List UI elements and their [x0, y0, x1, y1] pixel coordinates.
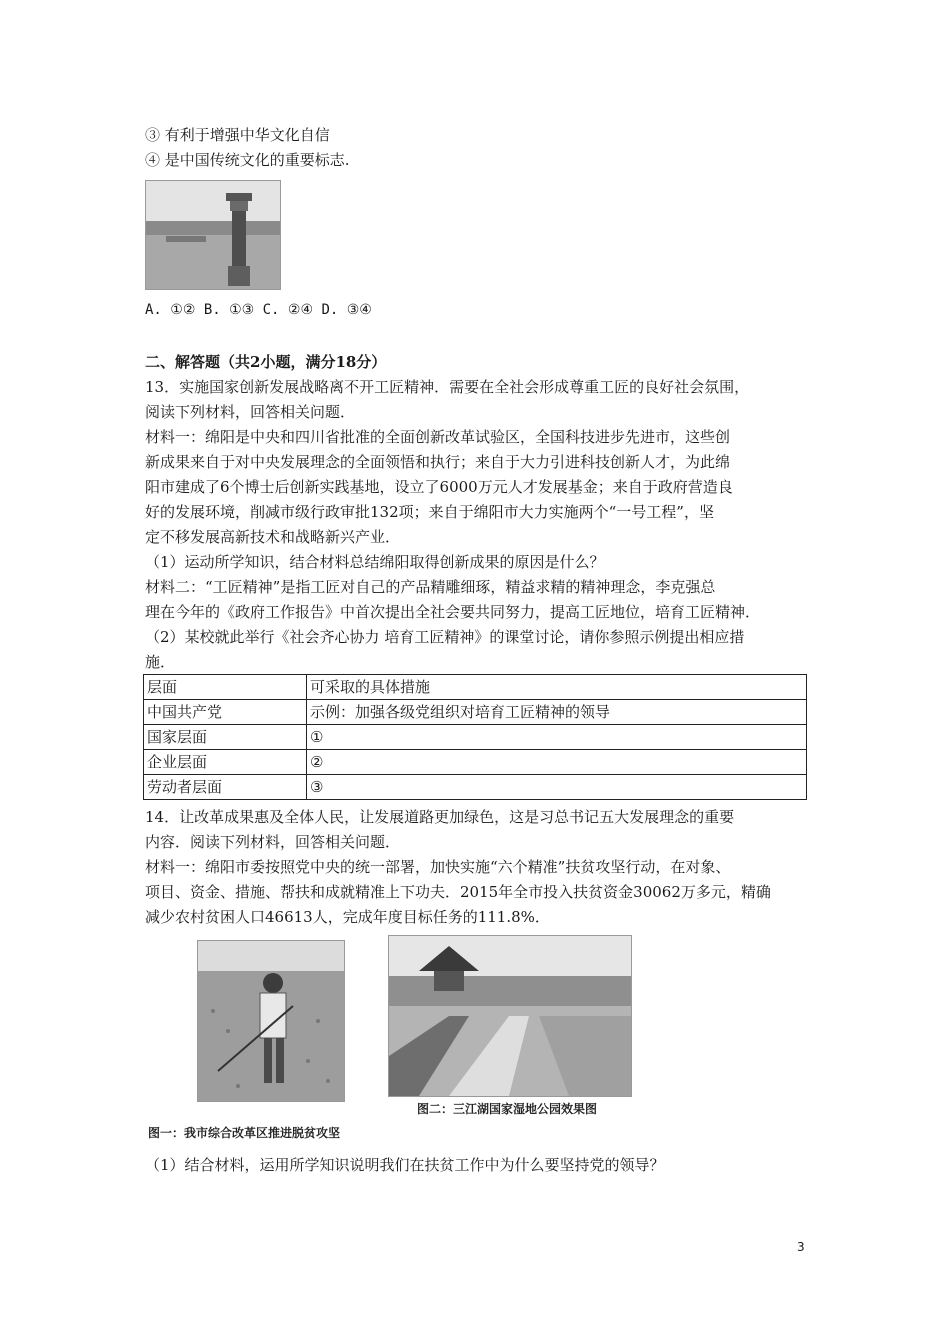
table-cell: ③: [307, 775, 807, 800]
table-header-row: [144, 675, 807, 700]
q13-line: 材料一：绵阳是中央和四川省批准的全面创新改革试验区，全国科技进步先进市，这些创: [145, 428, 731, 446]
figure-2-caption: 图二：三江湖国家湿地公园效果图: [417, 1102, 598, 1116]
q13-line: 定不移发展高新技术和战略新兴产业．: [145, 528, 401, 546]
q13-line: 好的发展环境，削减市级行政审批132项；来自于绵阳市大力实施两个“一号工程”，坚: [145, 503, 714, 521]
q13-line: 理在今年的《政府工作报告》中首次提出全社会要共同努力，提高工匠地位，培育工匠精神．: [145, 603, 761, 621]
table-cell: ①: [307, 725, 807, 750]
table-cell: 劳动者层面: [144, 775, 307, 800]
table-cell: 示例：加强各级党组织对培育工匠精神的领导: [307, 700, 807, 725]
q13-line: 材料二：“工匠精神”是指工匠对自己的产品精雕细琢，精益求精的精神理念，李克强总: [145, 578, 716, 596]
table-cell: 中国共产党: [144, 700, 307, 725]
q14-line: 14．让改革成果惠及全体人民，让发展道路更加绿色，这是习总书记五大发展理念的重要: [145, 808, 735, 826]
table-header-cell: 可采取的具体措施: [307, 675, 807, 700]
q13-subquestion-2: （2）某校就此举行《社会齐心协力 培育工匠精神》的课堂讨论，请你参照示例提出相应措: [145, 628, 745, 646]
table-cell: 国家层面: [144, 725, 307, 750]
stone-pillar-photo: [145, 180, 281, 290]
q13-subquestion-1: （1）运动所学知识，结合材料总结绵阳取得创新成果的原因是什么？: [145, 553, 605, 571]
section-heading: 二、解答题（共2小题，满分18分）: [145, 353, 387, 371]
q14-line: 内容．阅读下列材料，回答相关问题．: [145, 833, 401, 851]
figure-2-wetland-photo: [388, 935, 632, 1097]
table-row: [144, 725, 807, 750]
q13-line: 13．实施国家创新发展战略离不开工匠精神．需要在全社会形成尊重工匠的良好社会氛围，: [145, 378, 750, 396]
figure-1-caption: 图一：我市综合改革区推进脱贫攻坚: [148, 1126, 341, 1140]
q13-line: 阅读下列材料，回答相关问题．: [145, 403, 356, 421]
q12-answer-options: A. ①② B. ①③ C. ②④ D. ③④: [145, 302, 372, 318]
q14-line: 项目、资金、措施、帮扶和成就精准上下功夫．2015年全市投入扶贫资金30062万多元，精确: [145, 883, 771, 901]
table-row: [144, 700, 807, 725]
measures-table: [143, 674, 807, 800]
table-row: [144, 775, 807, 800]
figure-1-farmer-photo: [197, 940, 345, 1102]
page-number: 3: [797, 1240, 805, 1254]
q14-line: 材料一：绵阳市委按照党中央的统一部署，加快实施“六个精准”扶贫攻坚行动，在对象、: [145, 858, 731, 876]
table-cell: 企业层面: [144, 750, 307, 775]
table-cell: ②: [307, 750, 807, 775]
table-header-cell: 层面: [144, 675, 307, 700]
q13-line: 施．: [145, 653, 176, 671]
option-3: ③ 有利于增强中华文化自信: [145, 126, 330, 144]
q13-line: 新成果来自于对中央发展理念的全面领悟和执行；来自于大力引进科技创新人才，为此绵: [145, 453, 731, 471]
table-row: [144, 750, 807, 775]
option-4: ④ 是中国传统文化的重要标志.: [145, 151, 350, 169]
q14-subquestion-1: （1）结合材料，运用所学知识说明我们在扶贫工作中为什么要坚持党的领导？: [145, 1156, 665, 1174]
q13-line: 阳市建成了6个博士后创新实践基地，设立了6000万元人才发展基金；来自于政府营造良: [145, 478, 733, 496]
q14-line: 减少农村贫困人口46613人，完成年度目标任务的111.8%．: [145, 908, 550, 926]
